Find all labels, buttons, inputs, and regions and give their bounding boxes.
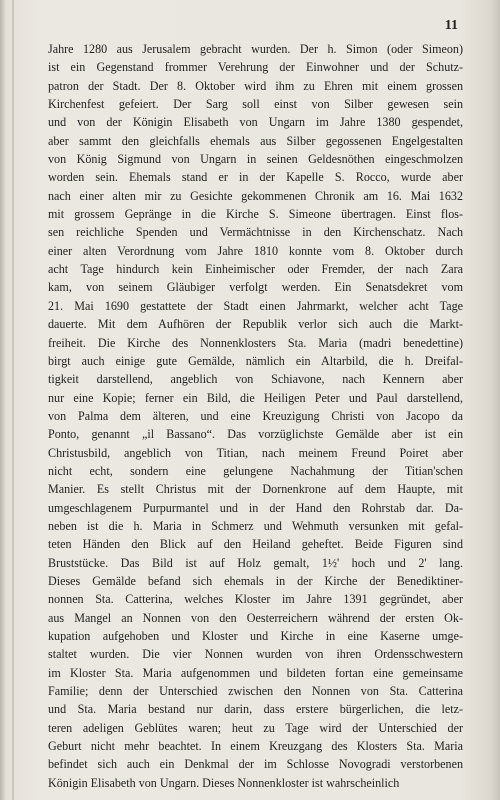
text-line: kupation aufgehoben und Kloster und Kirche in eine Kaserne umge- (48, 629, 463, 643)
text-line: worden sein. Ehemals stand er in der Kapelle S. Rocco, wurde aber (48, 170, 463, 185)
page-number: 11 (444, 18, 458, 33)
text-line: Königin Elisabeth von Ungarn. Dieses Nonnenkloster ist wahrscheinlich (48, 775, 400, 790)
text-line: teren adeligen Geblütes waren; heut zu Tage wird der Unterschied der (48, 720, 463, 735)
page-edge-shadow (12, 0, 14, 800)
text-line: befindet sich auch ein Denkmal der im Schlosse Novogradi verstorbenen (48, 757, 463, 772)
text-line: nonnen Sta. Catterina, welches Kloster im Jahre 1391 gegründet, aber (48, 592, 463, 607)
text-line: Christusbild, angeblich von Titian, nach meinem Freund Poiret aber (48, 445, 463, 460)
text-line: Manier. Es stellt Christus mit der Dornenkrone auf dem Haupte, mit (48, 482, 463, 497)
text-line: acht Tage hindurch kein Einheimischer oder Fremder, der nach Zara (48, 262, 463, 277)
text-line: tigkeit darstellend, angeblich von Schiavone, nach Kennern aber (48, 372, 463, 387)
text-line: einer alten Verordnung vom Jahre 1810 konnte vom 8. Oktober durch (48, 243, 463, 258)
text-line: und Sta. Maria bestand nur darin, dass erstere bürgerlichen, die letz- (48, 702, 463, 717)
text-line: von Palma dem älteren, und eine Kreuzigung Christi von Jacopo da (48, 408, 463, 423)
text-line: 21. Mai 1690 gestattete der Stadt einen Jahrmarkt, welcher acht Tage (48, 298, 463, 313)
text-line: Geburt nicht mehr beachtet. In einem Kreuzgang des Klosters Sta. Maria (48, 739, 463, 754)
text-line: birgt auch einige gute Gemälde, nämlich ein Altarbild, die h. Dreifal- (48, 353, 463, 368)
body-text (48, 40, 463, 792)
text-line: Kirchenfest gefeiert. Der Sarg soll einst von Silber gewesen sein (48, 97, 463, 112)
text-line: Bruststücke. Das Bild ist auf Holz gemalt, 1½' hoch und 2' lang. (48, 555, 463, 570)
text-line: nur eine Kopie; ferner ein Bild, die Heiligen Peter und Paul darstellend, (48, 390, 463, 405)
text-line: mit grossem Gepränge in die Kirche S. Simeone übertragen. Einst flos- (48, 207, 463, 222)
text-line: Dieses Gemälde befand sich ehemals in der Kirche der Benediktiner- (48, 573, 463, 588)
text-line: patron der Stadt. Der 8. Oktober wird ihm zu Ehren mit einem grossen (48, 78, 463, 93)
text-line: umgeschlagenem Purpurmantel und in der Hand den Rohrstab dar. Da- (48, 500, 463, 515)
text-line: Ponto, genannt „il Bassano“. Das vorzüglichste Gemälde aber ist ein (48, 427, 463, 442)
text-line: staltet wurden. Die vier Nonnen wurden von ihren Ordensschwestern (48, 647, 463, 662)
text-line: nach einer alten mir zu Gesichte gekommenen Chronik am 16. Mai 1632 (48, 188, 463, 203)
text-line: freiheit. Die Kirche des Nonnenklosters Sta. Maria (madri benedettine) (48, 335, 463, 350)
text-line: sen reichliche Spenden und Vermächtnisse in den Kirchenschatz. Nach (48, 225, 463, 240)
text-line: aus Mangel an Nonnen von den Oesterreichern während der ersten Ok- (48, 610, 463, 625)
text-line: dauerte. Mit dem Aufhören der Republik verlor sich auch die Markt- (48, 317, 463, 332)
text-line: neben ist die h. Maria in Schmerz und Wehmuth versunken mit gefal- (48, 518, 463, 533)
text-line: ist ein Gegenstand frommer Verehrung der Einwohner und der Schutz- (48, 60, 463, 75)
text-line: und von der Königin Elisabeth von Ungarn im Jahre 1380 gespendet, (48, 115, 463, 130)
text-line: von König Sigmund von Ungarn in seinen Geldesnöthen eingeschmolzen (48, 152, 463, 167)
text-line: Familie; denn der Unterschied zwischen den Nonnen von Sta. Catterina (48, 684, 463, 699)
text-line: nicht echt, sondern eine gelungene Nachahmung der Titian'schen (48, 463, 463, 478)
text-line: aber sammt den gleichfalls ehemals aus Silber gegossenen Engelgestalten (48, 133, 463, 148)
text-line: im Kloster Sta. Maria aufgenommen und bildeten fortan eine gemeinsame (48, 665, 463, 680)
text-line: teten Händen den Blick auf den Heiland geheftet. Beide Figuren sind (48, 537, 463, 552)
text-line: Jahre 1280 aus Jerusalem gebracht wurden. Der h. Simon (oder Simeon) (48, 42, 463, 56)
text-line: kam, von seinem Gläubiger verfolgt werden. Ein Senatsdekret vom (48, 280, 463, 295)
